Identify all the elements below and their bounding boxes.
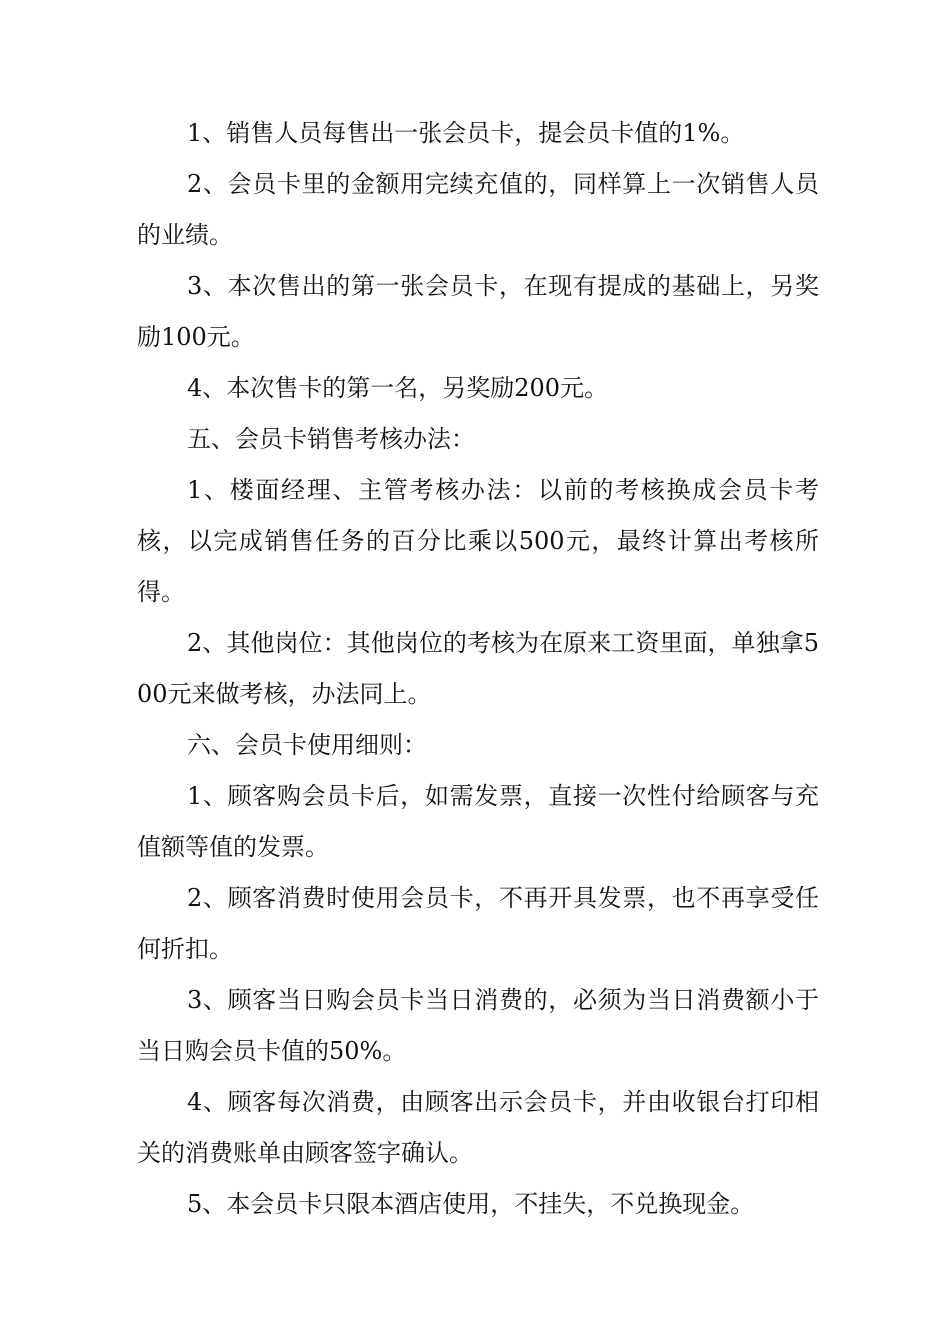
document-body [137, 108, 819, 1230]
paragraph-invoice-rule: 1、顾客购会员卡后，如需发票，直接一次性付给顾客与充值额等值的发票。 [137, 782, 819, 861]
paragraph-recharge-performance: 2、会员卡里的金额用完续充值的，同样算上一次销售人员的业绩。 [137, 170, 819, 249]
paragraph-other-positions: 2、其他岗位：其他岗位的考核为在原来工资里面，单独拿500元来做考核，办法同上。 [137, 629, 819, 708]
paragraph-usage-restriction: 5、本会员卡只限本酒店使用，不挂失，不兑换现金。 [187, 1190, 755, 1218]
paragraph-bill-confirmation: 4、顾客每次消费，由顾客出示会员卡，并由收银台打印相关的消费账单由顾客签字确认。 [137, 1088, 819, 1167]
paragraph-commission-rate: 1、销售人员每售出一张会员卡，提会员卡值的1%。 [187, 119, 745, 147]
paragraph-manager-assessment: 1、楼面经理、主管考核办法：以前的考核换成会员卡考核，以完成销售任务的百分比乘以500元，最终计算出考核所得。 [137, 476, 819, 606]
paragraph-no-discount: 2、顾客消费时使用会员卡，不再开具发票，也不再享受任何折扣。 [137, 884, 819, 963]
section-heading-usage-rules: 六、会员卡使用细则： [187, 731, 427, 759]
paragraph-first-card-bonus: 3、本次售出的第一张会员卡，在现有提成的基础上，另奖励100元。 [137, 272, 819, 351]
paragraph-top-seller-bonus: 4、本次售卡的第一名，另奖励200元。 [187, 374, 609, 402]
paragraph-same-day-limit: 3、顾客当日购会员卡当日消费的，必须为当日消费额小于当日购会员卡值的50%。 [137, 986, 819, 1065]
section-heading-assessment: 五、会员卡销售考核办法： [187, 425, 475, 453]
